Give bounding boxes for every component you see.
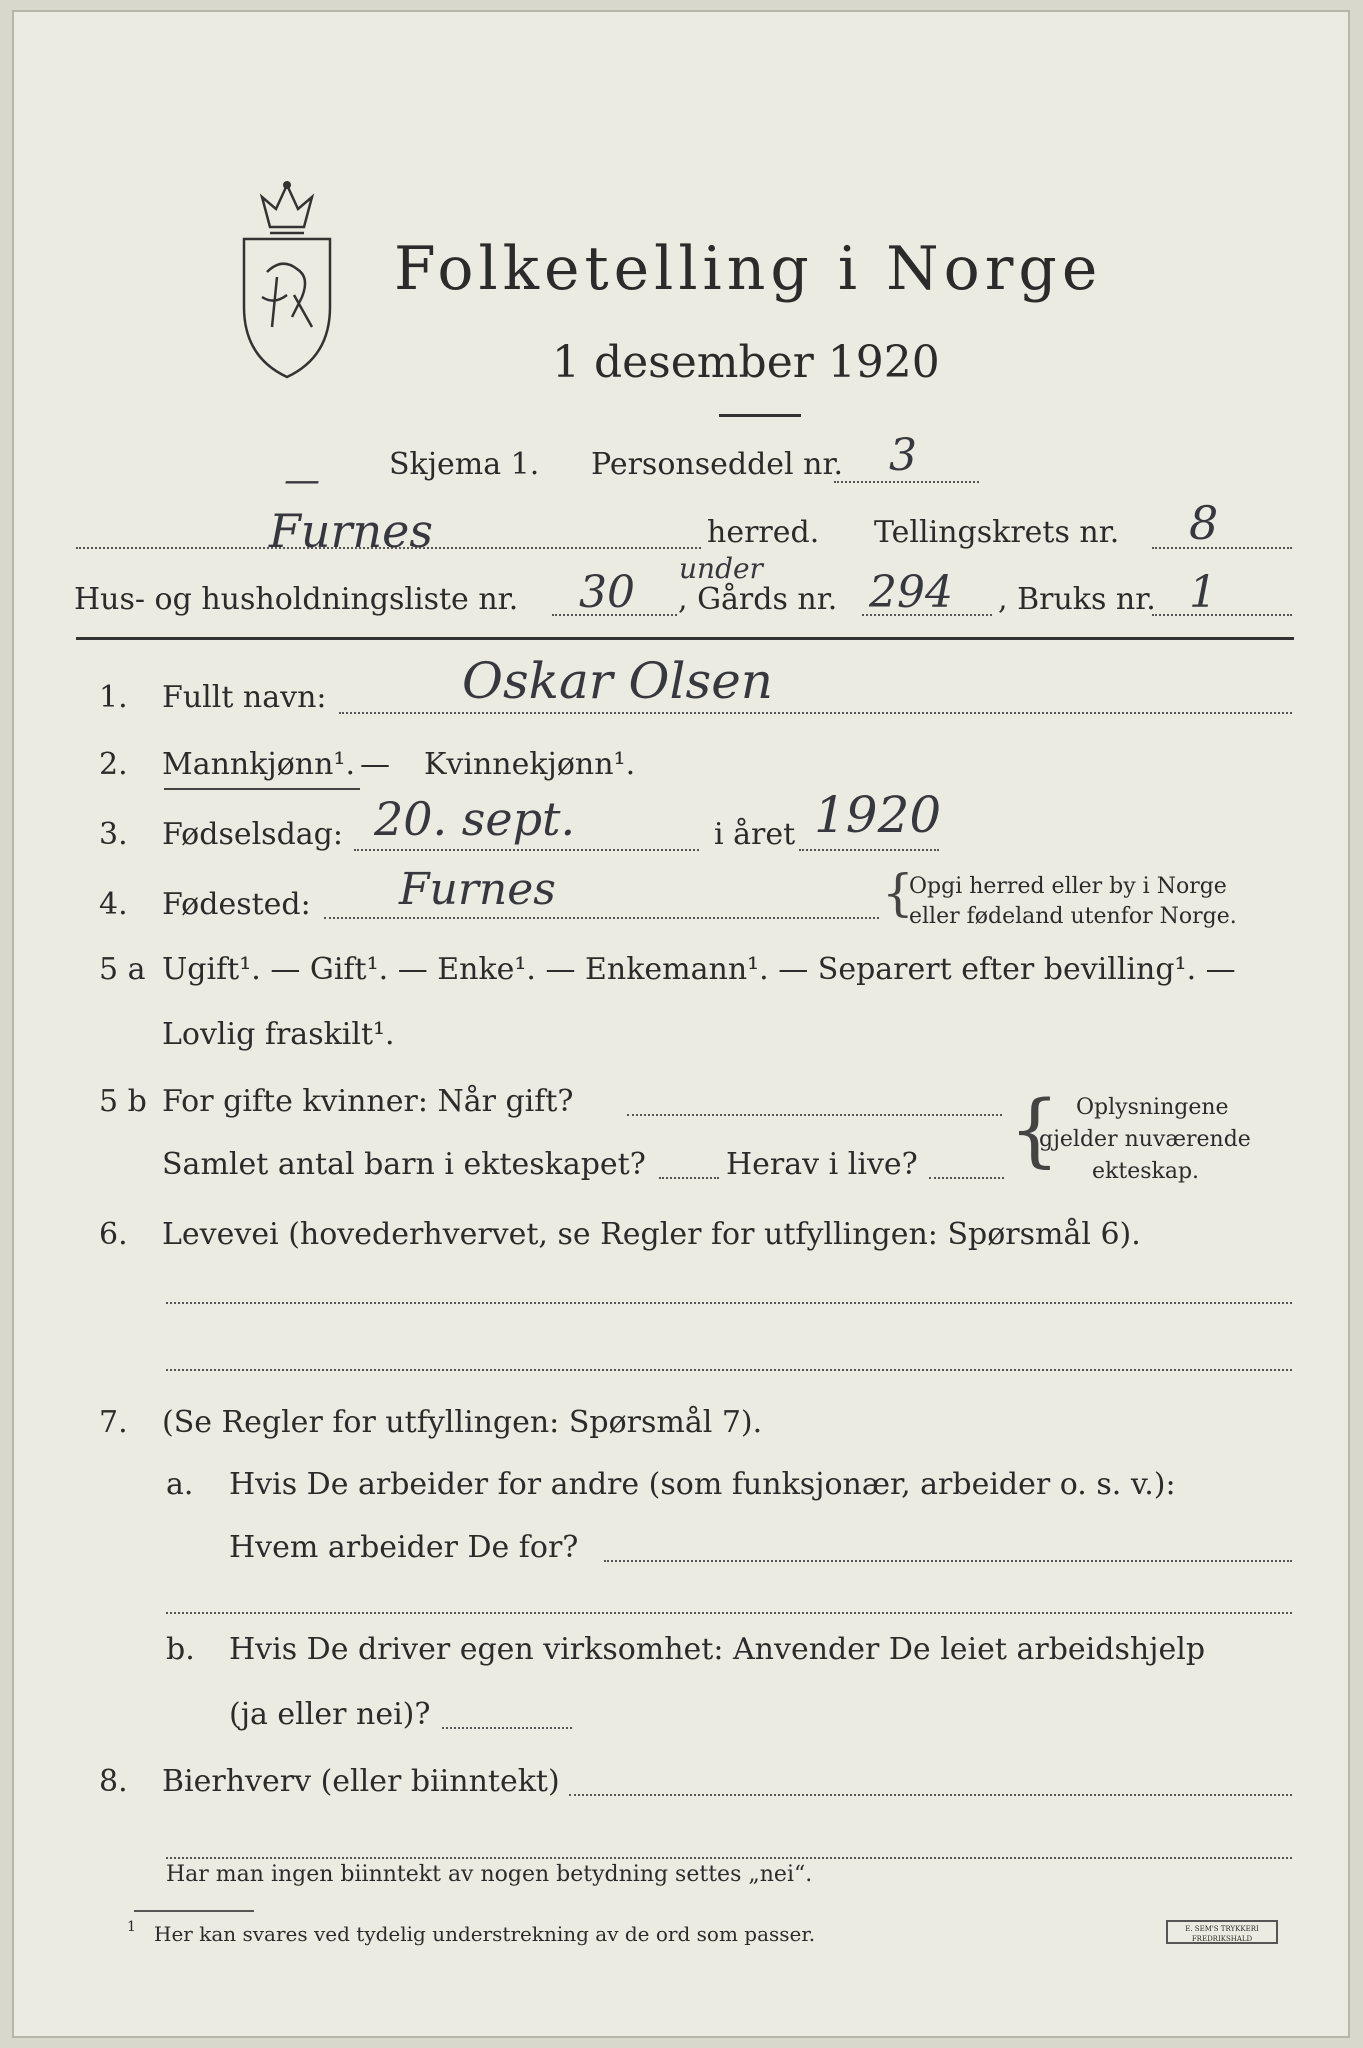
q8-number: 8.	[99, 1764, 128, 1799]
birthyear-field[interactable]	[799, 849, 939, 851]
personseddel-value: 3	[889, 430, 917, 481]
children-total-label: Samlet antal barn i ekteskapet?	[162, 1147, 646, 1182]
q4-note-1: Opgi herred eller by i Norge	[909, 874, 1227, 899]
herred-label: herred.	[707, 515, 820, 550]
q3-number: 3.	[99, 817, 128, 852]
q6-label: Levevei (hovederhvervet, se Regler for utfyllingen: Spørsmål 6).	[162, 1217, 1141, 1252]
occupation-field-1[interactable]	[166, 1302, 1292, 1304]
q2-number: 2.	[99, 747, 128, 782]
tellingskrets-label: Tellingskrets nr.	[874, 515, 1120, 550]
husliste-value: 30	[579, 567, 635, 618]
q7b-line-2: (ja eller nei)?	[229, 1697, 431, 1732]
q4-brace: {	[882, 864, 914, 922]
birthyear-value: 1920	[814, 786, 942, 844]
title-divider	[719, 414, 801, 417]
q5b-brace: {	[1009, 1083, 1060, 1176]
bruks-label: , Bruks nr.	[998, 582, 1156, 617]
birthdate-field[interactable]	[354, 849, 699, 851]
hw-stroke: —	[284, 460, 320, 501]
herred-value: Furnes	[269, 504, 433, 558]
children-alive-field[interactable]	[929, 1177, 1004, 1179]
form-title: Folketelling i Norge	[394, 234, 1103, 304]
census-date: 1 desember 1920	[552, 337, 940, 388]
tellingskrets-value: 8	[1189, 496, 1219, 550]
personseddel-field[interactable]	[834, 481, 979, 483]
q4-number: 4.	[99, 887, 128, 922]
footer-note: Har man ingen biinntekt av nogen betydning settes „nei“.	[166, 1862, 813, 1887]
coat-of-arms-icon	[232, 177, 342, 382]
male-underline	[164, 788, 360, 790]
side-income-field[interactable]	[569, 1794, 1292, 1796]
birthdate-value: 20. sept.	[374, 792, 576, 846]
q5b-note-1: Oplysningene	[1076, 1095, 1229, 1120]
bruks-field[interactable]	[1152, 614, 1292, 616]
gards-value: 294	[869, 567, 953, 618]
q7a-line-1: Hvis De arbeider for andre (som funksjonær, arbeider o. s. v.):	[229, 1467, 1176, 1502]
q7-label: (Se Regler for utfyllingen: Spørsmål 7).	[162, 1405, 763, 1440]
married-when-label: For gifte kvinner: Når gift?	[162, 1084, 574, 1119]
census-form	[12, 10, 1350, 2038]
children-total-field[interactable]	[659, 1177, 719, 1179]
printer-stamp: E. SEM'S TRYKKERI FREDRIKSHALD	[1166, 1920, 1278, 1944]
q5b-note-3: ekteskap.	[1092, 1159, 1200, 1184]
q7a-letter: a.	[166, 1467, 194, 1502]
q7b-line-1: Hvis De driver egen virksomhet: Anvender De leiet arbeidshjelp	[229, 1632, 1206, 1667]
footnote-text: Her kan svares ved tydelig understrekning av de ord som passer.	[154, 1922, 816, 1946]
married-when-field[interactable]	[627, 1114, 1002, 1116]
hired-help-field[interactable]	[442, 1727, 572, 1729]
q4-note-2: eller fødeland utenfor Norge.	[909, 904, 1237, 929]
children-alive-label: Herav i live?	[726, 1147, 918, 1182]
birthplace-field[interactable]	[324, 917, 879, 919]
birthplace-value: Furnes	[399, 864, 556, 915]
gards-note: under	[679, 552, 763, 585]
q5b-number: 5 b	[99, 1084, 147, 1119]
q6-number: 6.	[99, 1217, 128, 1252]
employer-field-2[interactable]	[166, 1612, 1292, 1614]
q7b-letter: b.	[166, 1632, 195, 1667]
female-option[interactable]: Kvinnekjønn¹.	[424, 747, 636, 782]
marital-status-options[interactable]: Ugift¹. — Gift¹. — Enke¹. — Enkemann¹. — Separert efter bevilling¹. —	[162, 952, 1236, 987]
q1-label: Fullt navn:	[162, 680, 327, 715]
bruks-value: 1	[1189, 567, 1217, 618]
q3-label: Fødselsdag:	[162, 817, 343, 852]
footnote-rule	[134, 1910, 254, 1912]
q5a-number: 5 a	[99, 952, 146, 987]
footnote-mark: 1	[127, 1919, 136, 1935]
personseddel-label: Personseddel nr.	[591, 447, 844, 482]
q5b-note-2: gjelder nuværende	[1039, 1127, 1251, 1152]
q8-label: Bierhverv (eller biinntekt)	[162, 1764, 560, 1799]
marital-status-divorced[interactable]: Lovlig fraskilt¹.	[162, 1017, 395, 1052]
section-divider	[76, 637, 1294, 640]
year-label: i året	[714, 817, 796, 852]
q7-number: 7.	[99, 1405, 128, 1440]
q1-number: 1.	[99, 680, 128, 715]
gards-label: , Gårds nr.	[678, 582, 838, 617]
full-name-field[interactable]	[339, 712, 1292, 714]
full-name-value: Oskar Olsen	[462, 652, 773, 710]
q4-label: Fødested:	[162, 887, 311, 922]
tellingskrets-field[interactable]	[1152, 547, 1292, 549]
occupation-field-2[interactable]	[166, 1369, 1292, 1371]
male-option[interactable]: Mannkjønn¹.	[162, 747, 355, 782]
husliste-label: Hus- og husholdningsliste nr.	[74, 582, 519, 617]
side-income-field-2[interactable]	[166, 1857, 1292, 1859]
q7a-line-2: Hvem arbeider De for?	[229, 1530, 579, 1565]
schema-label: Skjema 1.	[389, 447, 540, 482]
sex-separator: —	[360, 747, 390, 782]
employer-field[interactable]	[604, 1560, 1292, 1562]
